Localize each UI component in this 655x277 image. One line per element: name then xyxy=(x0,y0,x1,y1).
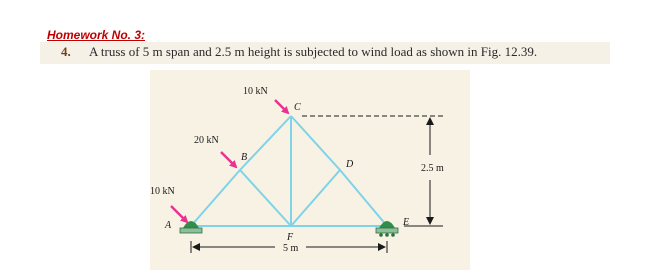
height-dimension-label: 2.5 m xyxy=(421,163,444,174)
member-bf xyxy=(240,170,291,226)
joint-label-e: E xyxy=(403,217,410,228)
load-arrow-c xyxy=(275,100,288,113)
span-dimension-label: 5 m xyxy=(283,243,299,254)
member-bc xyxy=(240,116,291,170)
joint-label-b: B xyxy=(241,152,248,163)
load-label-c: 10 kN xyxy=(243,86,268,97)
problem-number: 4. xyxy=(61,44,71,59)
truss-members xyxy=(191,116,387,226)
load-label-a: 10 kN xyxy=(150,186,175,197)
homework-title: Homework No. 3: xyxy=(47,28,146,42)
problem-text: A truss of 5 m span and 2.5 m height is subjected to wind load as shown in Fig. 12.39. xyxy=(89,44,538,59)
member-de xyxy=(340,170,387,226)
joint-label-a: A xyxy=(165,220,172,231)
load-label-b: 20 kN xyxy=(194,135,219,146)
support-e xyxy=(376,221,398,237)
joint-label-c: C xyxy=(294,102,301,113)
joint-label-f: F xyxy=(287,232,294,243)
joint-label-d: D xyxy=(346,159,354,170)
member-cd xyxy=(291,116,340,170)
member-ab xyxy=(191,170,240,226)
load-arrow-b xyxy=(221,152,236,167)
member-df xyxy=(291,170,340,226)
load-arrow-a xyxy=(171,206,187,222)
